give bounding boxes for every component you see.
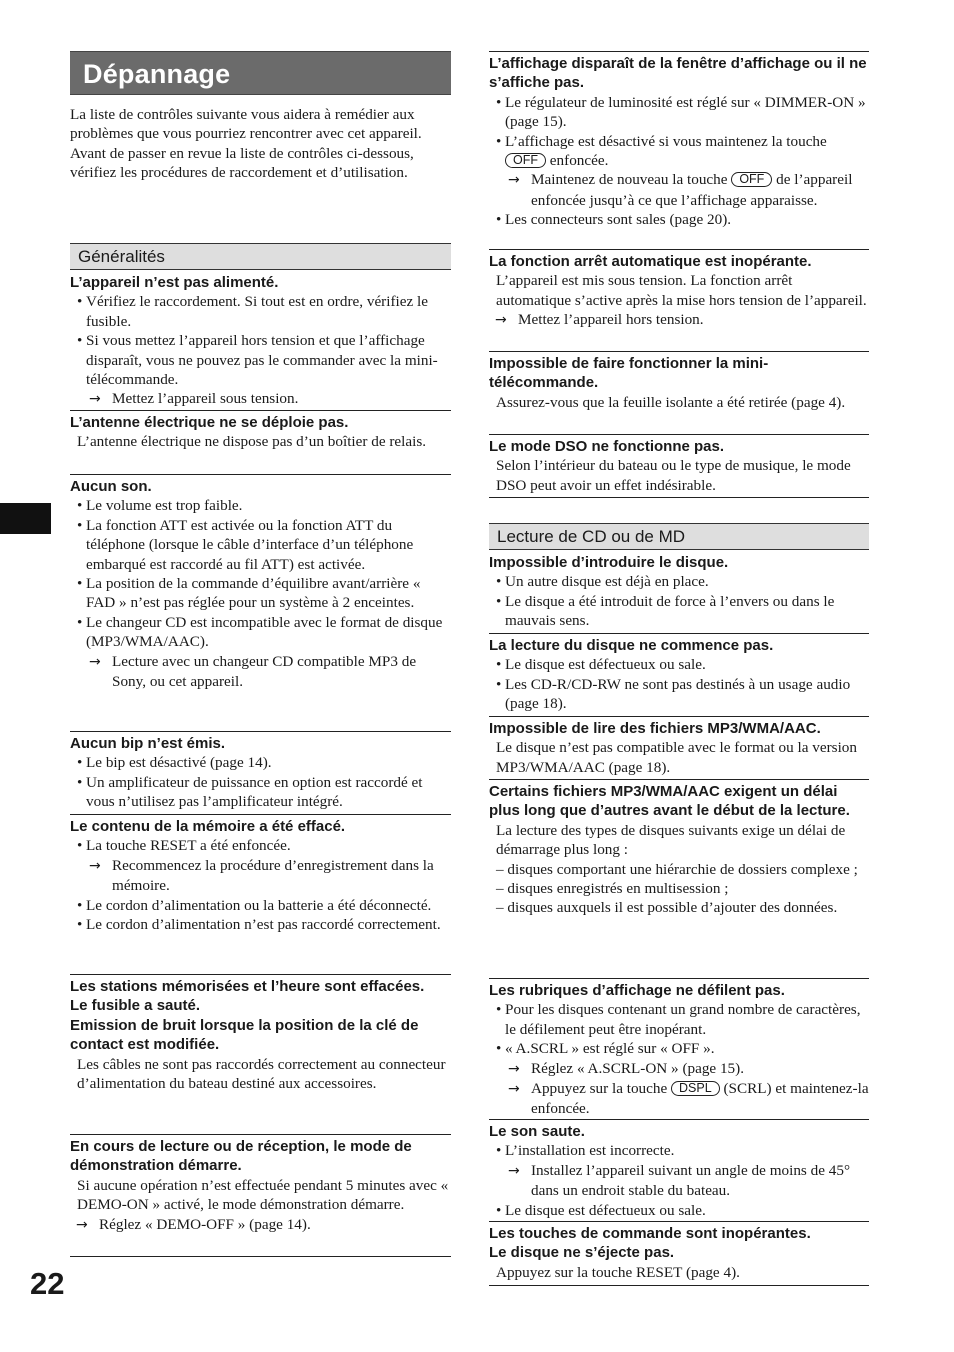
symptom: Impossible de lire des fichiers MP3/WMA/AAC. [489, 720, 821, 737]
symptom: Le mode DSO ne fonctionne pas. [489, 438, 725, 455]
cause-text: enfoncée. [549, 152, 609, 170]
remedy: → Réglez « A.SCRL-ON » (page 15). [489, 1059, 869, 1079]
symptom: Les stations mémorisées et l’heure sont effacées. [70, 978, 425, 995]
dash-text: disques enregistrés en multisession ; [507, 880, 729, 898]
cause-item: • Le disque est défectueux ou sale. [489, 655, 869, 674]
divider [489, 1119, 869, 1120]
trouble-block-display [489, 54, 869, 230]
cause-item: • Le changeur CD est incompatible avec le format de disque (MP3/WMA/AAC). [70, 613, 451, 652]
divider [70, 1134, 451, 1135]
divider [489, 249, 869, 250]
dash-item: – disques comportant une hiérarchie de dossiers complexe ; [496, 860, 858, 878]
cause-item: • Un autre disque est déjà en place. [489, 572, 869, 591]
divider [70, 731, 451, 732]
cause-item: • Le bip est désactivé (page 14). [70, 753, 451, 772]
cause-item [489, 132, 869, 171]
cause-text: L’appareil est mis sous tension. La fonction arrêt automatique s’active après la mise hors tension de l’appareil. [496, 272, 867, 309]
cause-text: Le disque n’est pas compatible avec le format ou la version MP3/WMA/AAC (page 18). [496, 739, 857, 776]
cause-item: • Un amplificateur de puissance en option est raccordé et vous n’utilisez pas l’amplificateur intégré. [70, 773, 451, 812]
section-title: Lecture de CD ou de MD [497, 527, 686, 546]
symptom: Certains fichiers MP3/WMA/AAC exigent un délai plus long que d’autres avant le début de la lecture. [489, 783, 850, 820]
symptom: La fonction arrêt automatique est inopérante. [489, 253, 812, 270]
dash-item: – disques enregistrés en multisession ; [496, 880, 729, 898]
cause-item: • Si vous mettez l’appareil hors tension et que l’affichage disparaît, vous ne pouvez pas le commander avec la mini-télécommande. [70, 331, 451, 389]
symptom: Les rubriques d’affichage ne défilent pas. [489, 982, 785, 999]
remedy [489, 170, 869, 210]
divider [489, 434, 869, 435]
cause-item: • Le cordon d’alimentation n’est pas raccordé correctement. [70, 915, 451, 934]
symptom: Les touches de commande sont inopérantes. [489, 1225, 811, 1242]
divider [489, 633, 869, 634]
trouble-block-keys-eject [489, 1224, 869, 1282]
divider [489, 51, 869, 52]
cause-text: Si aucune opération n’est effectuée pendant 5 minutes avec « DEMO-ON » activé, le mode démonstration démarre. [77, 1176, 449, 1214]
divider [489, 1221, 869, 1222]
remedy: → Recommencez la procédure d’enregistrement dans la mémoire. [70, 856, 451, 896]
trouble-block-no-sound [70, 477, 451, 691]
cause-item: • Le régulateur de luminosité est réglé sur « DIMMER-ON » (page 15). [489, 93, 869, 132]
symptom: Le son saute. [489, 1123, 585, 1140]
divider [70, 410, 451, 411]
section-header-cd-md [489, 523, 869, 550]
symptom: L’appareil n’est pas alimenté. [70, 274, 279, 291]
cause-item: • « A.SCRL » est réglé sur « OFF ». [489, 1039, 869, 1058]
trouble-block-stations-fuse-noise [70, 977, 451, 1093]
cause-text: L’affichage est désactivé si vous maintenez la touche [505, 132, 827, 150]
remedy: → Mettez l’appareil hors tension. [489, 310, 869, 330]
remedy: → Installez l’appareil suivant un angle de moins de 45° dans un endroit stable du bateau. [489, 1161, 869, 1201]
trouble-block-sound-skips [489, 1122, 869, 1220]
dash-text: disques auxquels il est possible d’ajouter des données. [507, 899, 838, 917]
symptom: La lecture du disque ne commence pas. [489, 637, 774, 654]
cause-item: • L’installation est incorrecte. [489, 1141, 869, 1160]
cause-item: • Le volume est trop faible. [70, 496, 451, 515]
intro-paragraph: Avant de passer en revue la liste de contrôles ci-dessous, vérifiez les procédures de raccordement et d’utilisation. [70, 144, 414, 182]
cause-item: • Les connecteurs sont sales (page 20). [489, 210, 869, 229]
cause-item: • Les CD-R/CD-RW ne sont pas destinés à un usage audio (page 18). [489, 675, 869, 714]
cause-item: • Pour les disques contenant un grand nombre de caractères, le défilement peut être inopérant. [489, 1000, 869, 1039]
divider [489, 1285, 869, 1286]
cause-text: Les câbles ne sont pas raccordés correctement au connecteur d’alimentation du bateau destiné aux accessoires. [77, 1055, 446, 1093]
chapter-tab-marker [0, 503, 51, 534]
off-key-label: OFF [731, 172, 772, 187]
symptom: Le fusible a sauté. [70, 997, 201, 1015]
off-key-label: OFF [505, 153, 546, 168]
cause-item: • La position de la commande d’équilibre avant/arrière « FAD » n’est pas réglée pour un système à 2 enceintes. [70, 574, 451, 613]
symptom: Emission de bruit lorsque la position de la clé de contact est modifiée. [70, 1016, 419, 1054]
trouble-block-demo [70, 1137, 451, 1235]
section-title: Généralités [78, 247, 165, 266]
divider [70, 1256, 451, 1257]
cause-item: • La touche RESET a été enfoncée. [70, 836, 451, 855]
cause-text: Appuyez sur la touche RESET (page 4). [496, 1263, 740, 1281]
page-number: 22 [30, 1266, 65, 1301]
section-header-general [70, 243, 451, 270]
cause-item: • Vérifiez le raccordement. Si tout est en ordre, vérifiez le fusible. [70, 292, 451, 331]
cause-text: Assurez-vous que la feuille isolante a été retirée (page 4). [496, 393, 846, 411]
cause-text: Selon l’intérieur du bateau ou le type de musique, le mode DSO peut avoir un effet indésirable. [496, 457, 851, 494]
trouble-block-insert-disc [489, 553, 869, 631]
trouble-block-playback-start [489, 636, 869, 714]
trouble-block-auto-off [489, 252, 869, 331]
trouble-block-scroll [489, 981, 869, 1119]
divider [489, 978, 869, 979]
divider [70, 474, 451, 475]
remedy: → Réglez « DEMO-OFF » (page 14). [70, 1215, 451, 1235]
dash-item: – disques auxquels il est possible d’ajouter des données. [496, 899, 838, 917]
page-title-bar [70, 51, 451, 95]
divider [489, 779, 869, 780]
divider [489, 351, 869, 352]
symptom: Impossible de faire fonctionner la mini-télécommande. [489, 355, 769, 392]
remedy-text: Appuyez sur la touche [531, 1080, 668, 1098]
trouble-block-remote [489, 354, 869, 412]
cause-item: • Le disque a été introduit de force à l’envers ou dans le mauvais sens. [489, 592, 869, 631]
divider [70, 974, 451, 975]
cause-item: • La fonction ATT est activée ou la fonction ATT du téléphone (lorsque le câble d’interface d’un téléphone embarqué est raccordé au fil ATT) est activée. [70, 516, 451, 574]
symptom: En cours de lecture ou de réception, le mode de démonstration démarre. [70, 1138, 412, 1175]
page-title: Dépannage [83, 59, 231, 89]
intro-paragraph: La liste de contrôles suivante vous aidera à remédier aux problèmes que vous pourriez rencontrer avec cet appareil. [70, 106, 422, 143]
remedy-text: Maintenez de nouveau la touche [531, 171, 728, 189]
divider [70, 814, 451, 815]
remedy: → Lecture avec un changeur CD compatible MP3 de Sony, ou cet appareil. [70, 652, 451, 692]
trouble-block-mp3-delay [489, 782, 869, 918]
cause-item: • Le cordon d’alimentation ou la batterie a été déconnecté. [70, 896, 451, 915]
cause-item: • Le disque est défectueux ou sale. [489, 1201, 869, 1220]
trouble-block-power [70, 273, 451, 410]
symptom: Le disque ne s’éjecte pas. [489, 1244, 675, 1262]
remedy: → Mettez l’appareil sous tension. [70, 389, 451, 409]
trouble-block-dso [489, 437, 869, 495]
remedy [489, 1079, 869, 1119]
trouble-block-mp3-read [489, 719, 869, 777]
intro-text [70, 105, 451, 183]
trouble-block-antenna [70, 413, 451, 452]
cause-text: L’antenne électrique ne dispose pas d’un boîtier de relais. [77, 433, 427, 451]
trouble-block-memory [70, 817, 451, 934]
remedy-text: (SCRL) et maintenez-la enfoncée. [531, 1080, 869, 1118]
trouble-block-beep [70, 734, 451, 812]
dash-text: disques comportant une hiérarchie de dossiers complexe ; [507, 860, 858, 878]
dspl-key-label: DSPL [671, 1081, 720, 1096]
symptom: Impossible d’introduire le disque. [489, 554, 729, 571]
symptom: L’antenne électrique ne se déploie pas. [70, 414, 349, 431]
cause-text: La lecture des types de disques suivants exige un délai de démarrage plus long : [496, 821, 846, 859]
symptom: Le contenu de la mémoire a été effacé. [70, 818, 346, 835]
divider [489, 497, 869, 498]
symptom: L’affichage disparaît de la fenêtre d’affichage ou il ne s’affiche pas. [489, 55, 867, 92]
remedy-text: de l’appareil enfoncée jusqu’à ce que l’affichage apparaisse. [531, 171, 853, 209]
symptom: Aucun bip n’est émis. [70, 735, 226, 752]
divider [489, 716, 869, 717]
symptom: Aucun son. [70, 478, 152, 495]
